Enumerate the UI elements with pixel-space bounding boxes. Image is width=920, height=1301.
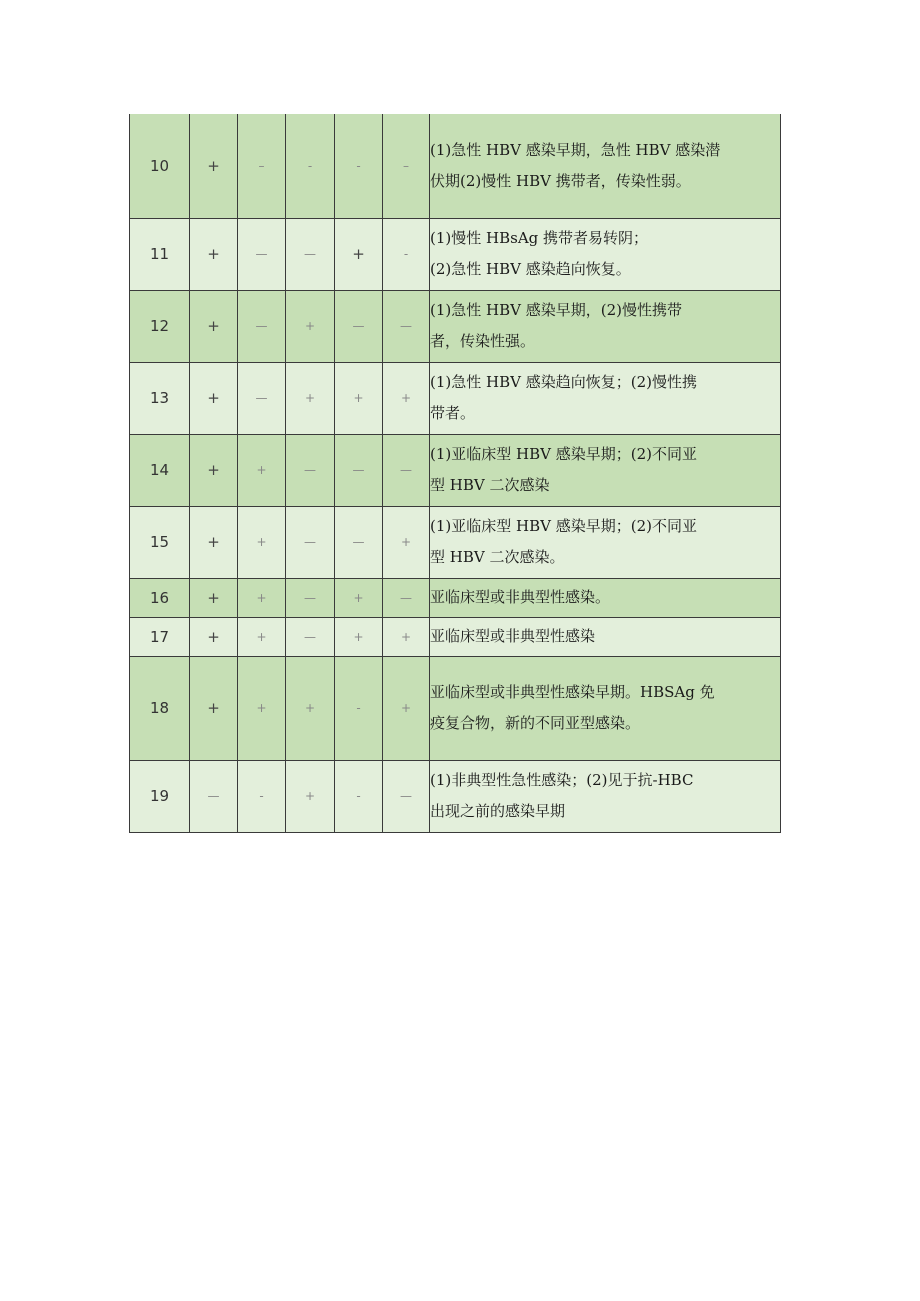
marker-cell: - — [383, 218, 430, 290]
marker-cell: — — [238, 362, 286, 434]
table-row — [130, 760, 781, 832]
clinical-meaning-line: 亚临床型或非典型性感染 — [430, 627, 596, 645]
clinical-meaning — [430, 760, 781, 832]
marker-cell: — — [383, 290, 430, 362]
table-row — [130, 290, 781, 362]
clinical-meaning-line: (1)急性 HBV 感染早期，急性 HBV 感染潜 — [430, 140, 721, 159]
marker-cell: — — [286, 506, 335, 578]
table-row — [130, 656, 781, 760]
marker-cell: — — [383, 760, 430, 832]
marker-cell: + — [286, 760, 335, 832]
clinical-meaning — [430, 218, 781, 290]
row-number: 13 — [130, 362, 190, 434]
clinical-meaning-line: (1)慢性 HBsAg 携带者易转阴； — [430, 229, 649, 247]
clinical-meaning — [430, 114, 781, 218]
marker-cell: + — [286, 656, 335, 760]
marker-cell: — — [238, 290, 286, 362]
clinical-meaning-line: (2)急性 HBV 感染趋向恢复。 — [430, 260, 631, 278]
row-number: 11 — [130, 218, 190, 290]
row-number: 19 — [130, 760, 190, 832]
table-row — [130, 578, 781, 617]
table-row — [130, 114, 781, 218]
marker-cell: + — [190, 506, 238, 578]
row-number: 15 — [130, 506, 190, 578]
clinical-meaning-line: 亚临床型或非典型性感染早期。HBSAg 免 — [430, 683, 715, 701]
table-row — [130, 434, 781, 506]
marker-cell: — — [286, 434, 335, 506]
row-number: 16 — [130, 578, 190, 617]
marker-cell: — — [190, 760, 238, 832]
marker-cell: - — [286, 114, 335, 218]
marker-cell: + — [238, 578, 286, 617]
marker-cell: + — [286, 362, 335, 434]
marker-cell: — — [286, 218, 335, 290]
marker-cell: + — [383, 617, 430, 656]
marker-cell: + — [383, 506, 430, 578]
row-number: 17 — [130, 617, 190, 656]
marker-cell: — — [238, 218, 286, 290]
marker-cell: — — [286, 578, 335, 617]
marker-cell: — — [286, 617, 335, 656]
marker-cell: + — [190, 434, 238, 506]
row-number: 10 — [130, 114, 190, 218]
marker-cell: + — [190, 290, 238, 362]
clinical-meaning-line: 亚临床型或非典型性感染。 — [430, 588, 611, 606]
marker-cell: - — [238, 760, 286, 832]
marker-cell: + — [190, 218, 238, 290]
marker-cell: — — [335, 290, 383, 362]
clinical-meaning-line: 伏期(2)慢性 HBV 携带者，传染性弱。 — [430, 171, 691, 190]
marker-cell: + — [238, 617, 286, 656]
row-number: 18 — [130, 656, 190, 760]
table-row — [130, 218, 781, 290]
clinical-meaning — [430, 362, 781, 434]
clinical-meaning — [430, 434, 781, 506]
clinical-meaning-line: (1)急性 HBV 感染趋向恢复；(2)慢性携 — [430, 373, 697, 391]
clinical-meaning-line: 者，传染性强。 — [430, 332, 536, 350]
clinical-meaning-line: (1)非典型性急性感染；(2)见于抗-HBC — [430, 771, 694, 789]
marker-cell: — — [335, 506, 383, 578]
marker-cell: + — [190, 114, 238, 218]
clinical-meaning — [430, 290, 781, 362]
clinical-meaning — [430, 656, 781, 760]
marker-cell: — — [335, 434, 383, 506]
marker-cell: + — [286, 290, 335, 362]
marker-cell: + — [238, 506, 286, 578]
clinical-meaning — [430, 617, 781, 656]
table-body — [130, 114, 781, 832]
marker-cell: — — [383, 434, 430, 506]
clinical-meaning-line: 型 HBV 二次感染 — [430, 476, 550, 494]
marker-cell: + — [238, 656, 286, 760]
marker-cell: - — [335, 656, 383, 760]
marker-cell: + — [190, 656, 238, 760]
table-row — [130, 362, 781, 434]
row-number: 12 — [130, 290, 190, 362]
marker-cell: + — [190, 617, 238, 656]
marker-cell: + — [238, 434, 286, 506]
clinical-meaning — [430, 578, 781, 617]
row-number: 14 — [130, 434, 190, 506]
marker-cell: + — [335, 218, 383, 290]
clinical-meaning-line: (1)亚临床型 HBV 感染早期；(2)不同亚 — [430, 445, 697, 463]
marker-cell: - — [335, 760, 383, 832]
marker-cell: – — [238, 114, 286, 218]
clinical-meaning-line: 出现之前的感染早期 — [430, 802, 566, 820]
marker-cell: + — [335, 617, 383, 656]
clinical-meaning — [430, 506, 781, 578]
marker-cell: + — [383, 362, 430, 434]
clinical-meaning-line: 型 HBV 二次感染。 — [430, 548, 565, 566]
marker-cell: – — [383, 114, 430, 218]
clinical-meaning-line: (1)亚临床型 HBV 感染早期；(2)不同亚 — [430, 517, 697, 535]
marker-cell: + — [190, 578, 238, 617]
marker-cell: + — [335, 362, 383, 434]
table-row — [130, 506, 781, 578]
hbv-marker-table — [129, 114, 781, 833]
clinical-meaning-line: 带者。 — [430, 404, 476, 422]
marker-cell: — — [383, 578, 430, 617]
marker-cell: + — [335, 578, 383, 617]
marker-cell: + — [190, 362, 238, 434]
marker-cell: - — [335, 114, 383, 218]
marker-cell: + — [383, 656, 430, 760]
clinical-meaning-line: (1)急性 HBV 感染早期，(2)慢性携带 — [430, 301, 682, 319]
clinical-meaning-line: 疫复合物，新的不同亚型感染。 — [430, 714, 641, 732]
table-row — [130, 617, 781, 656]
